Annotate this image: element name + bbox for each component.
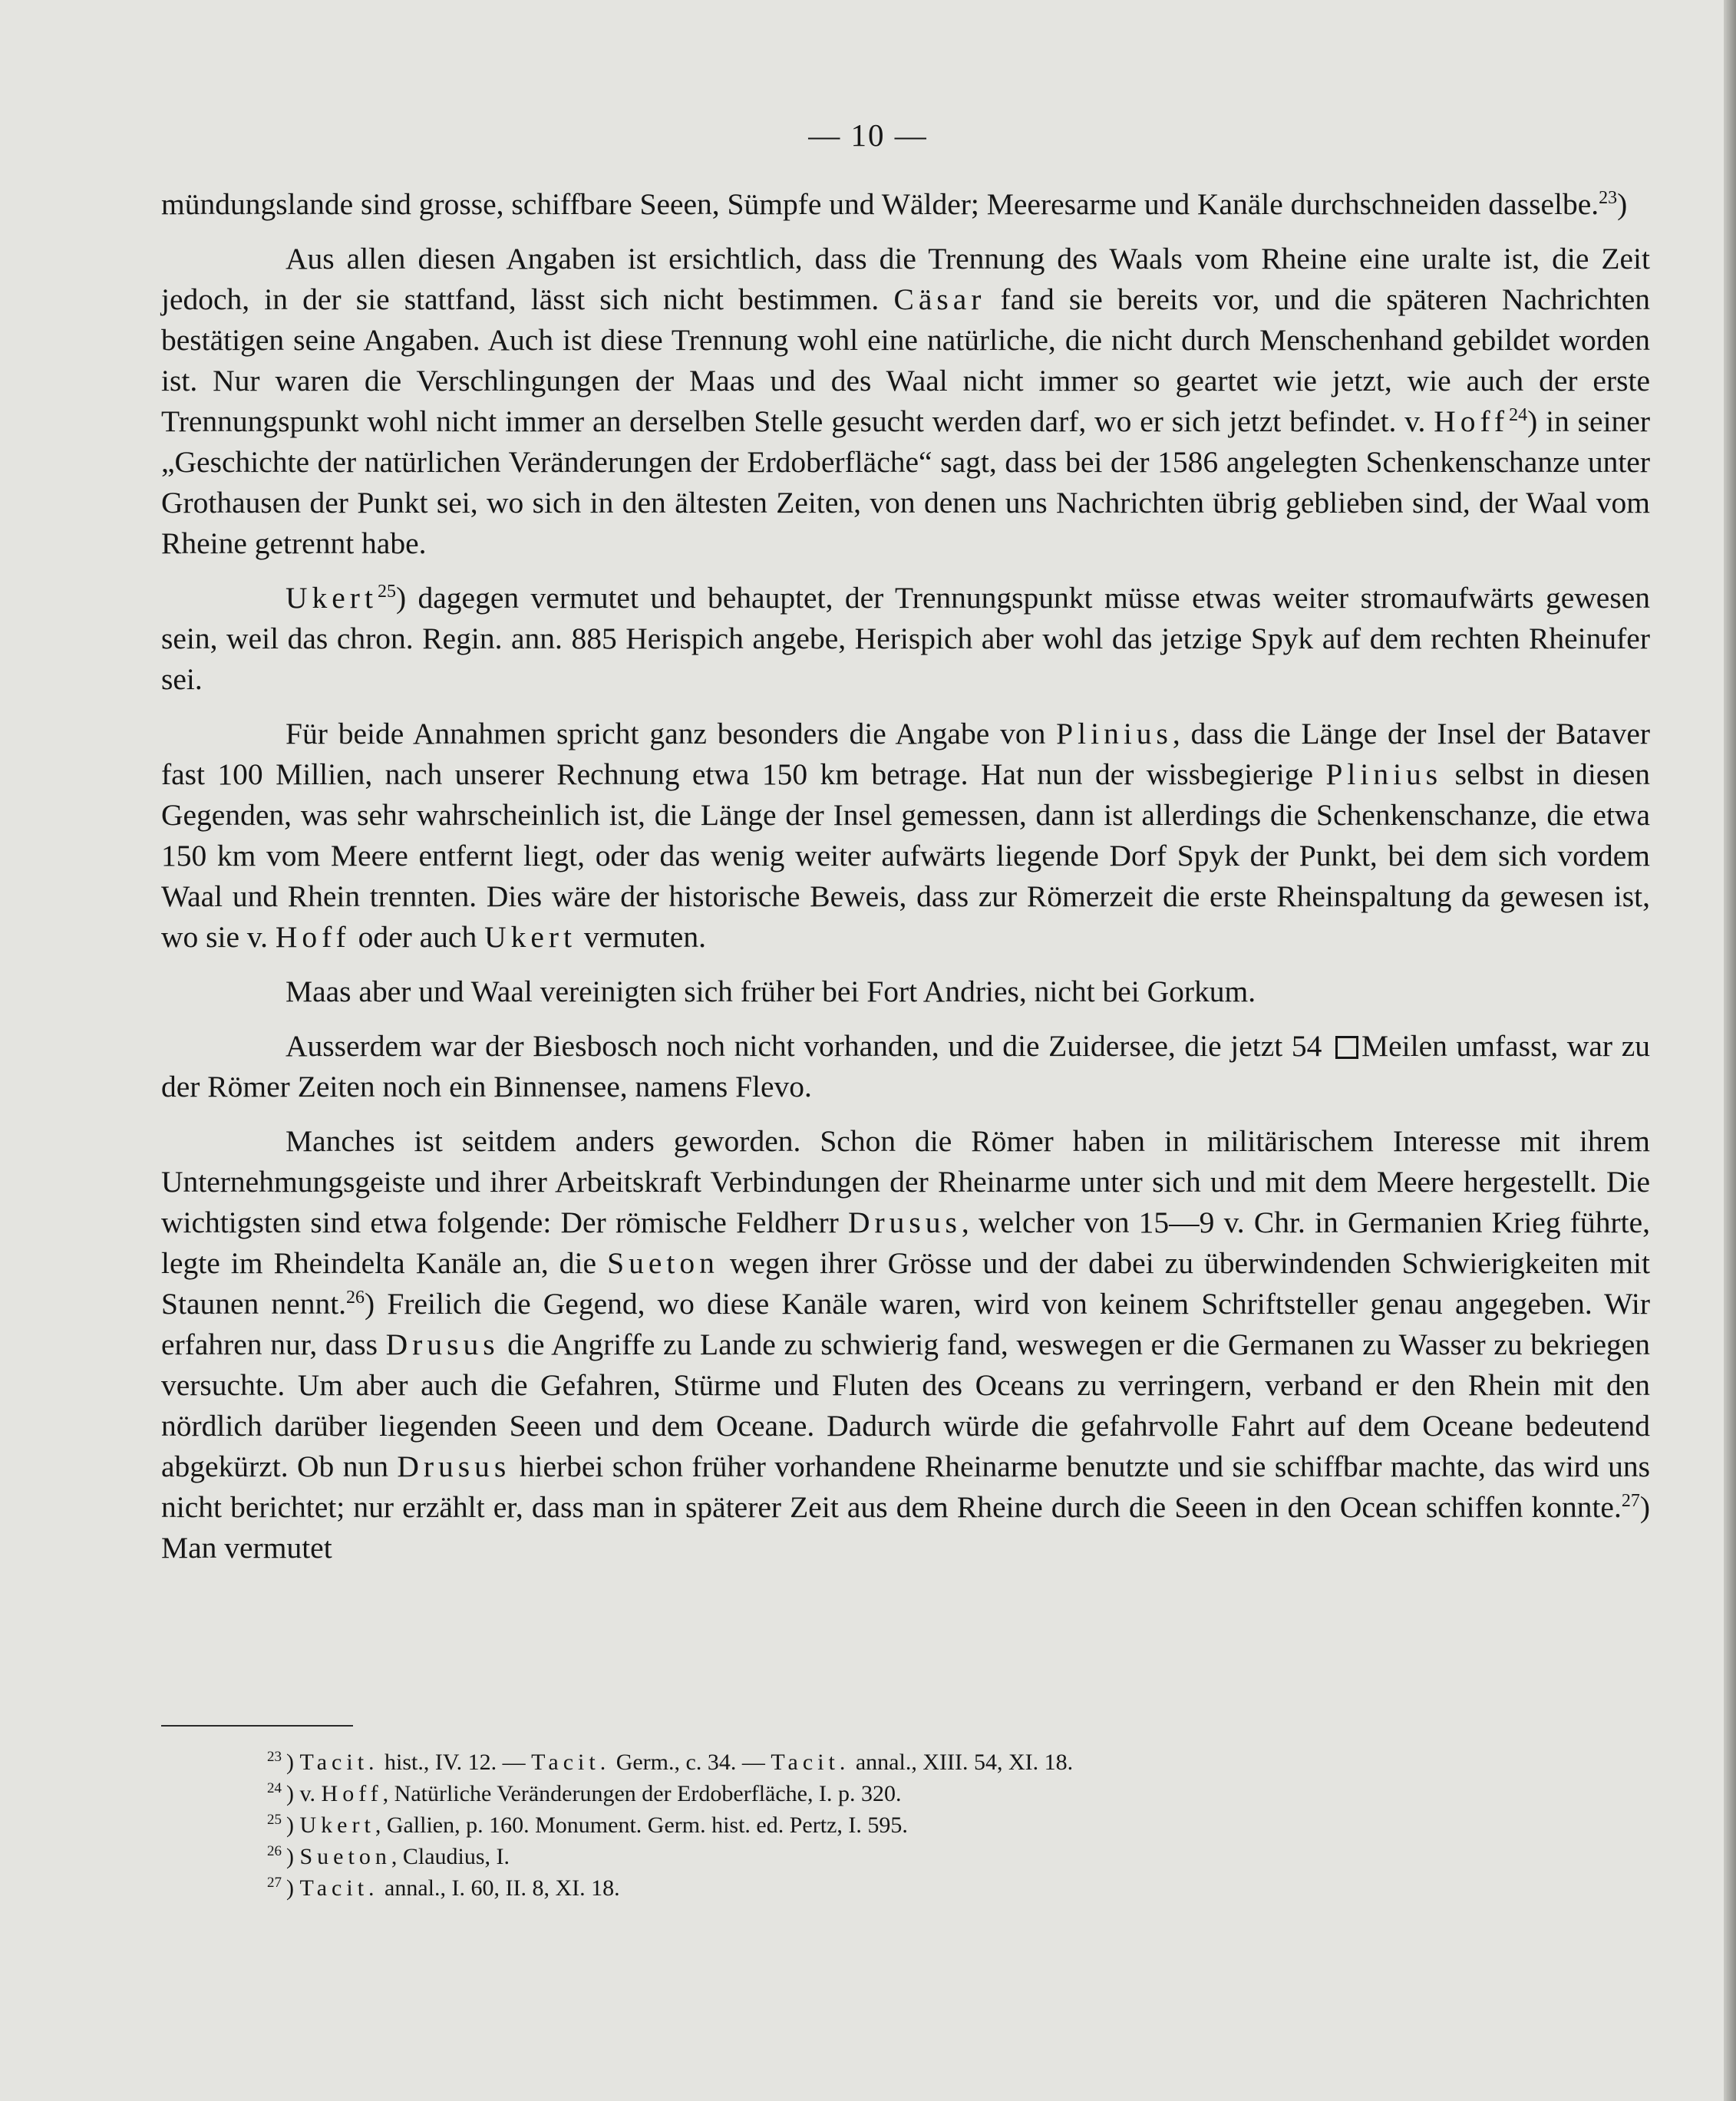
footnote-marker: 23	[267, 1749, 282, 1765]
footnotes	[267, 1746, 1342, 1904]
text-run: ) Freilich die Gegend, wo diese Kanäle waren, wird von keinem Schriftsteller genau angegeben. Wir erfahren nur, dass	[161, 1287, 1650, 1361]
page-edge-shadow	[1724, 0, 1736, 2101]
text-run: Für beide Annahmen spricht ganz besonders die Angabe von	[285, 717, 1057, 750]
paragraph	[161, 1026, 1650, 1107]
spaced-name: Ukert	[285, 581, 378, 615]
footnote	[267, 1872, 1342, 1904]
footnote-marker: 26	[267, 1843, 282, 1859]
spaced-name: Cäsar	[893, 282, 986, 316]
text-run: , Claudius, I.	[391, 1844, 510, 1869]
footnote-marker: 23	[1599, 188, 1618, 208]
footnote-marker: 25	[377, 582, 396, 602]
text-run: ) Man vermutet	[161, 1490, 1650, 1565]
text-run: selbst in diesen Gegenden, was sehr wahrscheinlich ist, die Länge der Insel gemessen, dann ist allerdings die Schenkenschanze, die etwa 150 km vom Meere entfernt liegt, oder das wenig weiter aufwärts liegende Dorf Spyk der Punkt, bei dem sich vordem Waal und Rhein trennten. Dies wäre der historische Beweis, dass zur Römerzeit die erste Rheinspaltung da gewesen ist, wo sie v.	[161, 757, 1650, 954]
text-run: , Natürliche Veränderungen der Erdoberfläche, I. p. 320.	[382, 1781, 902, 1806]
spaced-name: Tacit.	[299, 1875, 379, 1901]
page-number: — 10 —	[808, 117, 928, 153]
spaced-name: Sueton	[607, 1246, 719, 1280]
text-run: fand sie bereits vor, und die späteren Nachrichten bestätigen seine Angaben. Auch ist diese Trennung wohl eine natürliche, die nicht durch Menschenhand gebildet worden ist. Nur waren die Verschlingungen der Maas und des Waal nicht immer so geartet wie jetzt, wie auch der erste Trennungspunkt wohl nicht immer an derselben Stelle gesucht werden darf, wo er sich jetzt befindet. v.	[161, 282, 1650, 438]
text-run: die Angriffe zu Lande zu schwierig fand, weswegen er die Germanen zu Wasser zu bekriegen versuchte. Um aber auch die Gefahren, Stürme und Fluten des Oceans zu verringern, verband er den Rhein mit den nördlich darüber liegenden Seeen und dem Oceane. Dadurch würde die gefahrvolle Fahrt auf dem Oceane bedeutend abgekürzt. Ob nun	[161, 1328, 1651, 1483]
text-run: ) v.	[286, 1781, 322, 1806]
text-run: ) dagegen vermutet und behauptet, der Trennungspunkt müsse etwas weiter stromaufwärts gewesen sein, weil das chron. Regin. ann. 885 Herispich angebe, Herispich aber wohl das jetzige Spyk auf dem rechten Rheinufer sei.	[161, 581, 1650, 696]
footnote-marker: 27	[1621, 1491, 1640, 1511]
paragraph	[161, 184, 1650, 225]
text-run: Manches ist seitdem anders geworden. Schon die Römer haben in militärischem Interesse mit ihrem Unternehmungsgeiste und ihrer Arbeitskraft Verbindungen der Rheinarme unter sich und mit dem Meere hergestellt. Die wichtigsten sind etwa folgende: Der römische Feldherr	[161, 1124, 1650, 1239]
paragraph	[161, 714, 1650, 958]
spaced-name: Plinius	[1056, 717, 1173, 750]
text-run: vermuten.	[576, 920, 706, 954]
text-run: hist., IV. 12. —	[378, 1750, 532, 1775]
text-run: )	[286, 1844, 300, 1869]
text-run: Maas aber und Waal vereinigten sich früher bei Fort Andries, nicht bei Gorkum.	[285, 975, 1256, 1008]
spaced-name: Ukert	[484, 920, 577, 954]
spaced-name: Hoff	[321, 1781, 383, 1806]
text-run: mündungslande sind grosse, schiffbare Seeen, Sümpfe und Wälder; Meeresarme und Kanäle durchschneiden dasselbe.	[161, 187, 1599, 221]
text-run: )	[1617, 187, 1628, 221]
footnote-marker: 27	[267, 1875, 282, 1891]
footnote-marker: 24	[267, 1780, 282, 1796]
text-run: ) in seiner „Geschichte der natürlichen Veränderungen der Erdoberfläche“ sagt, dass bei der 1586 angelegten Schenkenschanze unter Grothausen der Punkt sei, wo sich in den ältesten Zeiten, von denen uns Nachrichten übrig geblieben sind, der Waal vom Rheine getrennt habe.	[161, 404, 1650, 560]
text-run: annal., XIII. 54, XI. 18.	[850, 1750, 1074, 1775]
spaced-name: Drusus	[397, 1450, 511, 1483]
footnote-marker: 25	[267, 1812, 282, 1828]
text-run: )	[286, 1750, 300, 1775]
text-run: wegen ihrer Grösse und der dabei zu überwindenden Schwierigkeiten mit Staunen nennt.	[161, 1246, 1650, 1321]
main-text	[161, 184, 1650, 1582]
text-run: )	[286, 1812, 300, 1838]
paragraph	[161, 239, 1650, 564]
spaced-name: Tacit.	[531, 1750, 611, 1775]
spaced-name: Sueton	[299, 1844, 391, 1869]
spaced-name: Plinius	[1325, 757, 1443, 791]
spaced-name: Tacit.	[771, 1750, 850, 1775]
spaced-name: Hoff	[275, 920, 351, 954]
text-run: annal., I. 60, II. 8, XI. 18.	[378, 1875, 620, 1901]
text-run: hierbei schon früher vorhandene Rheinarme benutzte und sie schiffbar machte, das wird uns nicht berichtet; nur erzählt er, dass man in späterer Zeit aus dem Rheine durch die Seeen in den Ocean schiffen konnte.	[161, 1450, 1650, 1524]
spaced-name: Drusus	[847, 1206, 962, 1239]
text-run: Aus allen diesen Angaben ist ersichtlich, dass die Trennung des Waals vom Rheine eine uralte ist, die Zeit jedoch, in der sie stattfand, lässt sich nicht bestimmen.	[161, 242, 1650, 316]
square-symbol	[1335, 1036, 1358, 1059]
footnote-marker: 26	[346, 1288, 365, 1308]
text-run: , Gallien, p. 160. Monument. Germ. hist. ed. Pertz, I. 595.	[375, 1812, 908, 1838]
paragraph	[161, 578, 1650, 700]
footnote-separator	[161, 1725, 353, 1727]
text-run: Germ., c. 34. —	[610, 1750, 771, 1775]
text-run: oder auch	[350, 920, 485, 954]
footnote	[267, 1778, 1342, 1809]
spaced-name: Hoff	[1434, 404, 1510, 438]
spaced-name: Ukert	[299, 1812, 375, 1838]
spaced-name: Drusus	[385, 1328, 500, 1361]
text-run: Ausserdem war der Biesbosch noch nicht vorhanden, und die Zuidersee, die jetzt 54	[285, 1029, 1331, 1063]
text-run: , dass die Länge der Insel der Bataver fast 100 Millien, nach unserer Rechnung etwa 150 km betrage. Hat nun der wissbegierige	[161, 717, 1651, 791]
footnote	[267, 1841, 1342, 1872]
spaced-name: Tacit.	[299, 1750, 379, 1775]
text-run: Meilen umfasst, war zu der Römer Zeiten noch ein Binnensee, namens Flevo.	[161, 1029, 1650, 1103]
text-run: )	[286, 1875, 300, 1901]
paragraph	[161, 971, 1650, 1012]
footnote-marker: 24	[1509, 405, 1528, 425]
text-run: , welcher von 15—9 v. Chr. in Germanien Krieg führte, legte im Rheindelta Kanäle an, die	[161, 1206, 1650, 1280]
footnote	[267, 1746, 1342, 1778]
paragraph	[161, 1121, 1650, 1568]
footnote	[267, 1809, 1342, 1841]
